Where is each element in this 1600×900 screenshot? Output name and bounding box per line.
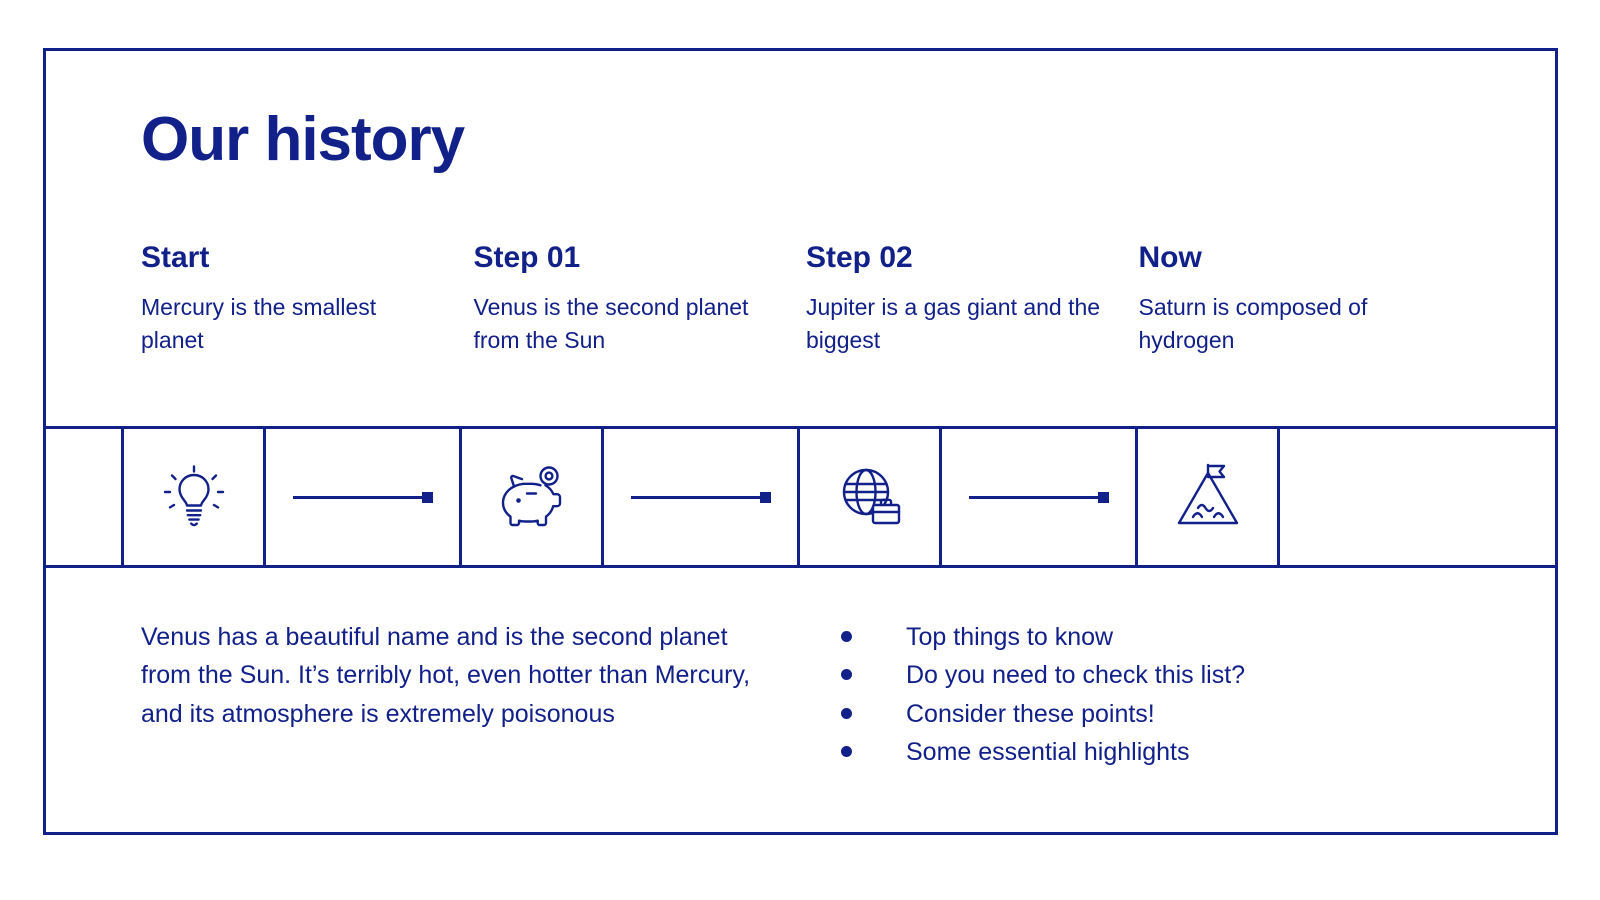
bullet-dot-icon bbox=[841, 669, 852, 680]
arrow-connector bbox=[631, 491, 771, 503]
band-spacer-cell bbox=[46, 429, 124, 565]
lightbulb-icon bbox=[158, 461, 230, 533]
arrow-head bbox=[1098, 492, 1109, 503]
step-title: Step 01 bbox=[473, 241, 581, 274]
step-description: Mercury is the smallest planet bbox=[141, 294, 377, 353]
icon-cell-piggy-bank bbox=[462, 429, 604, 565]
bullet-dot-icon bbox=[841, 746, 852, 757]
list-item bbox=[841, 733, 1401, 771]
band-tail-cell bbox=[1280, 429, 1555, 565]
icon-cell-lightbulb bbox=[124, 429, 266, 565]
step-item bbox=[141, 241, 474, 356]
arrow-line bbox=[631, 496, 763, 499]
globe-briefcase-icon bbox=[833, 461, 907, 533]
step-item bbox=[474, 241, 807, 356]
arrow-cell-1 bbox=[266, 429, 462, 565]
icon-cell-mountain-flag bbox=[1138, 429, 1280, 565]
step-title: Now bbox=[1138, 241, 1202, 274]
arrow-head bbox=[760, 492, 771, 503]
list-item-label: Do you need to check this list? bbox=[906, 661, 1246, 690]
step-item bbox=[806, 241, 1139, 356]
piggy-bank-icon bbox=[494, 461, 570, 533]
step-title: Start bbox=[141, 241, 210, 274]
arrow-line bbox=[293, 496, 425, 499]
arrow-connector bbox=[969, 491, 1109, 503]
list-item-label: Top things to know bbox=[906, 623, 1114, 651]
bullet-dot-icon bbox=[841, 631, 852, 642]
bullet-dot-icon bbox=[841, 708, 852, 719]
bullet-list bbox=[841, 618, 1401, 771]
list-item-label: Some essential highlights bbox=[906, 737, 1190, 766]
steps-row bbox=[141, 241, 1471, 356]
step-description: Jupiter is a gas giant and the biggest bbox=[806, 294, 1101, 353]
step-description: Saturn is composed of hydrogen bbox=[1138, 294, 1368, 353]
arrow-line bbox=[969, 496, 1101, 499]
description-paragraph: Venus has a beautiful name and is the second planet from the Sun. It’s terribly hot, even hotter than Mercury, and its atmosphere is extremely poisonous bbox=[141, 623, 751, 728]
arrow-connector bbox=[293, 491, 433, 503]
list-item bbox=[841, 695, 1401, 733]
icon-cell-globe-briefcase bbox=[800, 429, 942, 565]
page-title: Our history bbox=[141, 105, 465, 174]
arrow-cell-3 bbox=[942, 429, 1138, 565]
step-description: Venus is the second planet from the Sun bbox=[473, 294, 749, 353]
list-item bbox=[841, 618, 1401, 656]
icon-timeline-band bbox=[46, 426, 1555, 568]
arrow-cell-2 bbox=[604, 429, 800, 565]
list-item-label: Consider these points! bbox=[906, 699, 1155, 728]
step-title: Step 02 bbox=[806, 241, 913, 274]
step-item bbox=[1139, 241, 1472, 356]
mountain-flag-icon bbox=[1171, 461, 1245, 533]
arrow-head bbox=[422, 492, 433, 503]
slide-frame bbox=[43, 48, 1558, 835]
list-item bbox=[841, 656, 1401, 694]
